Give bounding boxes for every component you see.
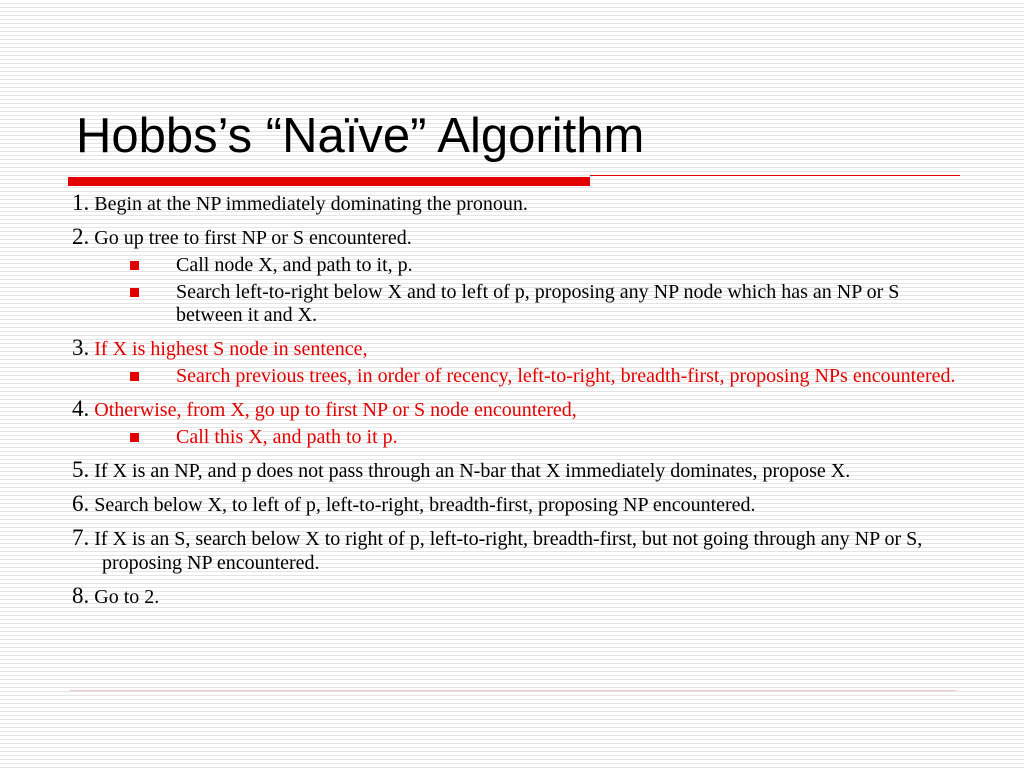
step-text: Go up tree to first NP or S encountered. [94, 227, 412, 249]
step-text: Begin at the NP immediately dominating the pronoun. [94, 193, 528, 215]
step-5 [72, 458, 962, 483]
slide-body [72, 191, 962, 618]
step-2-subitem-2 [72, 281, 962, 327]
slide-title: Hobbs’s “Naïve” Algorithm [76, 109, 645, 163]
step-number: 7. [72, 525, 90, 550]
subitem-text: Search left-to-right below X and to left of p, proposing any NP node which has an NP or S between it and X. [176, 281, 900, 326]
step-1 [72, 191, 962, 216]
title-underline-red-bar [68, 177, 590, 186]
step-text: Go to 2. [94, 586, 160, 608]
step-number: 2. [72, 224, 90, 249]
step-3-subitem-1 [72, 365, 962, 388]
square-bullet-icon [130, 433, 139, 442]
step-3 [72, 336, 962, 361]
step-7 [72, 526, 962, 575]
square-bullet-icon [130, 261, 139, 270]
bottom-divider-line [70, 690, 956, 691]
step-8 [72, 584, 962, 609]
step-4-subitem-1 [72, 426, 962, 449]
subitem-text: Search previous trees, in order of recency, left-to-right, breadth-first, proposing NPs encountered. [176, 365, 956, 387]
step-number: 1. [72, 190, 90, 215]
step-text: If X is highest S node in sentence, [94, 338, 368, 360]
subitem-text: Call this X, and path to it p. [176, 426, 398, 448]
step-number: 6. [72, 491, 90, 516]
square-bullet-icon [130, 288, 139, 297]
step-2-subitem-1 [72, 254, 962, 277]
step-text: Search below X, to left of p, left-to-right, breadth-first, proposing NP encountered. [94, 494, 756, 516]
step-2 [72, 225, 962, 250]
step-text: If X is an NP, and p does not pass through an N-bar that X immediately dominates, propose X. [94, 460, 851, 482]
step-number: 8. [72, 583, 90, 608]
subitem-text: Call node X, and path to it, p. [176, 254, 413, 276]
step-number: 3. [72, 335, 90, 360]
step-number: 4. [72, 396, 90, 421]
step-text: Otherwise, from X, go up to first NP or S node encountered, [94, 399, 577, 421]
step-4 [72, 397, 962, 422]
square-bullet-icon [130, 372, 139, 381]
step-number: 5. [72, 457, 90, 482]
step-6 [72, 492, 962, 517]
title-underline-thin-line [590, 175, 960, 176]
step-text: If X is an S, search below X to right of p, left-to-right, breadth-first, but not going through any NP or S, proposing NP encountered. [94, 528, 923, 574]
